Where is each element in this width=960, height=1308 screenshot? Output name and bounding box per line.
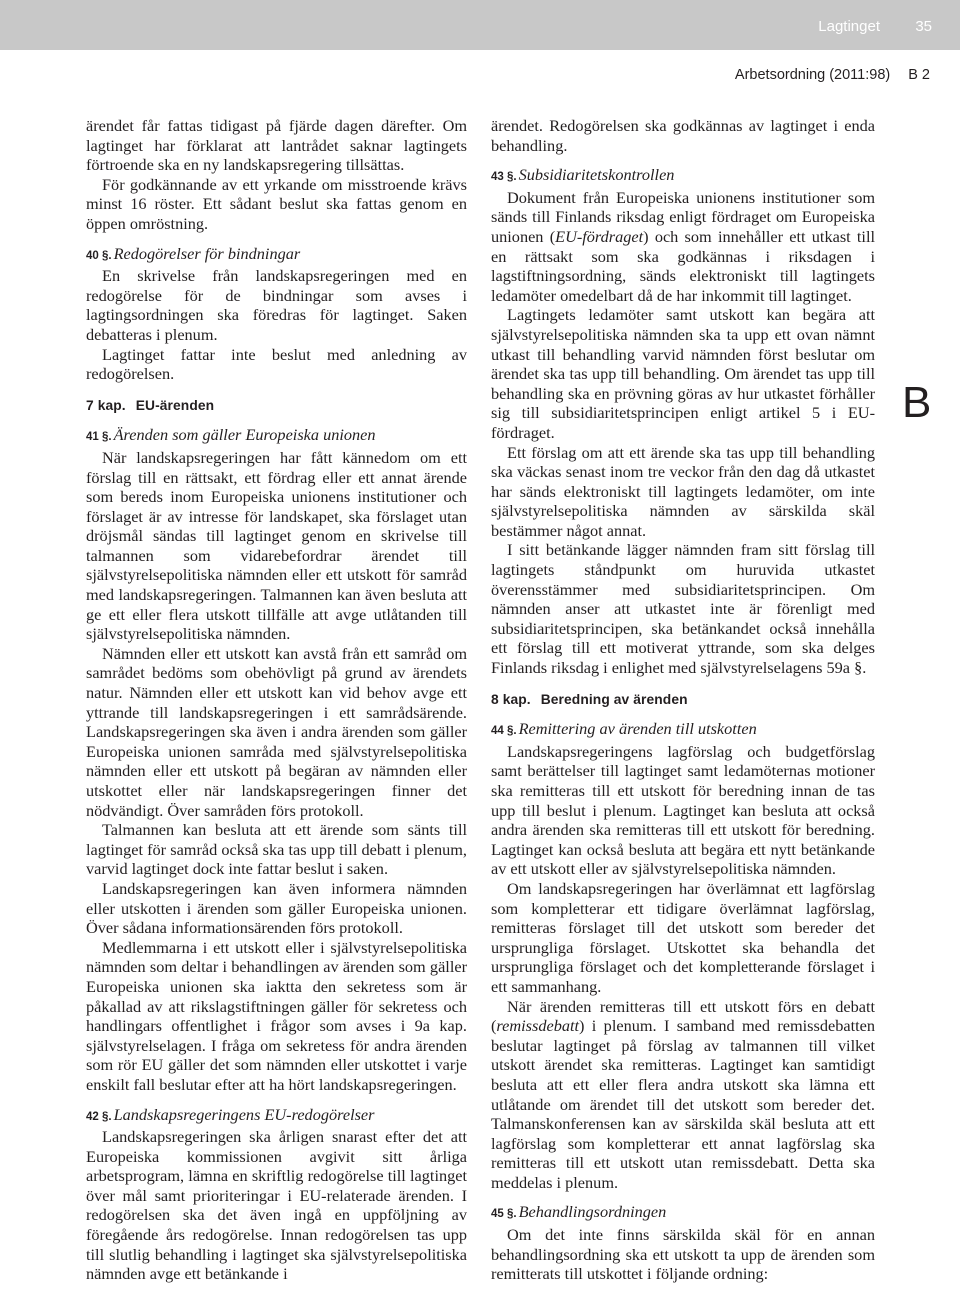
section-title: Landskapsregeringens EU-redogörelser [113,1104,375,1124]
chapter-number: 7 kap. [86,397,126,413]
section-heading-40 [86,244,467,267]
header-title: Lagtinget [818,18,880,35]
page-number: 35 [915,18,932,35]
paragraph: Ett förslag om att ett ärende ska tas upp till behandling ska väckas senast inom tre veckor från den dag då utkastet har sänds elektroniskt till lagtingets ledamöter, om inte självstyrelsepolitiska nämnden av särskilda skäl bestämmer något annat. [491,442,875,540]
section-number: 42 §. [86,1110,112,1123]
emphasis: EU-fördraget [555,226,644,246]
running-head [735,67,930,83]
paragraph: Lagtinget fattar inte beslut med anledning av redogörelsen. [86,344,467,384]
paragraph: ärendet får fattas tidigast på fjärde dagen därefter. Om lagtinget har förklarat att lantrådet saknar lagtingets förtroende ska en ny landskapsregering tillsättas. [86,116,467,175]
running-head-text: Arbetsordning (2011:98) [734,67,891,83]
text-run: ) och som innehåller ett utkast till en rättsakt som ska godkännas i riksdagen i lagstiftningsordning, sänds elektroniskt till lagtingets ledamöter omedelbart då de har inkommit till lagtinget. [491,226,876,305]
paragraph: En skrivelse från landskapsregeringen med en redogörelse för de bindningar som avses i lagtingsordningen ska föredras för lagtinget. Saken debatteras i plenum. [86,266,467,344]
paragraph: När landskapsregeringen har fått kännedom om ett förslag till en rättsakt, ett fördrag eller ett annat ärende som bereds inom Europeiska unionens institutioner och förslaget är av intresse för landskapet, ska förslaget utan dröjsmål sändas till lagtinget genom en skrivelse till talmannen som vidarebefordrar ärendet till självstyrelsepolitiska nämnden eller ett utskott för samråd med landskapsregeringen. Talmannen kan även besluta att ge ett eller flera utskott tillfälle att avge utlåtanden till självstyrelsepolitiska nämnden. [86,447,467,644]
emphasis: remissdebatt [496,1016,580,1036]
chapter-title: EU-ärenden [135,397,215,413]
section-heading-44 [491,719,875,742]
chapter-number: 8 kap. [491,691,531,707]
section-heading-45 [491,1202,875,1225]
paragraph: ärendet. Redogörelsen ska godkännas av lagtinget i enda behandling. [491,116,875,155]
section-title: Redogörelser för bindningar [113,243,301,263]
section-title: Ärenden som gäller Europeiska unionen [113,425,376,445]
page-header-bar [0,0,960,50]
chapter-title: Beredning av ärenden [540,691,688,707]
paragraph: Om det inte finns särskilda skäl för en annan behandlingsordning ska ett utskott ta upp de ärenden som remitterats till utskottet i följande ordning: [491,1225,875,1284]
section-title: Subsidiaritetskontrollen [518,165,675,185]
paragraph: För godkännande av ett yrkande om misstroende krävs minst 16 röster. Ett sådant beslut ska fattas genom en öppen omröstning. [86,174,467,233]
section-heading-43 [491,165,875,188]
paragraph: Om landskapsregeringen har överlämnat ett lagförslag som kompletterar ett tidigare överlämnat lagförslag, remitteras förslaget till det utskott som bereder det ursprungliga förslaget. Utskottet ska behandla det ursprungliga förslaget och det kompletterande förslaget i ett sammanhang. [491,878,875,996]
section-number: 41 §. [86,431,112,444]
paragraph: I sitt betänkande lägger nämnden fram sitt förslag till lagtingets ståndpunkt om huruvida utkastet överensstämmer med subsidiaritetsprincipen. Om nämnden anser att utkastet inte är förenligt med subsidiaritetsprincipen, ska betänkandet också innehålla ett förslag till ett motiverat yttrande, som ska delges Finlands riksdag i enlighet med självstyrelselagens 59a §. [491,540,875,678]
paragraph: Medlemmarna i ett utskott eller i självstyrelsepolitiska nämnden som deltar i behandlingen av ärenden som gäller Europeiska unionen ska iaktta den sekretess som är påkallad av att rikslagstiftningen gäller för sekretess och handlingars offentlighet i frågor som avses i 9a kap. självstyrelselagen. I fråga om sekretess för andra ärenden som rör EU gäller det som nämnden eller utskottet i varje enskilt fall beslutar efter att ha hört landskapsregeringen. [86,937,467,1094]
paragraph: Talmannen kan besluta att ett ärende som sänts till lagtinget för samråd också ska tas upp till debatt i plenum, varvid lagtinget dock inte fattar beslut i saken. [86,820,467,879]
section-number: 43 §. [491,171,517,184]
text-run: När ärenden remitteras till ett utskott förs en debatt ( [491,996,875,1036]
section-number: 45 §. [491,1208,517,1221]
paragraph [491,997,875,1193]
paragraph: Nämnden eller ett utskott kan avstå från ett samråd om samrådet bedöms som obehövligt på grund av ärendets natur. Nämnden eller ett utskott kan vid behov avge ett yttrande till landskapsregeringen i ett samrådsärende. Landskapsregeringen ska även i andra ärenden som gäller Europeiska unionen samråda med självstyrelsepolitiska nämnden eller ett utskott på begäran av nämnden eller utskottet eller när landskapsregeringen finner det nödvändigt. Över samråden förs protokoll. [86,643,467,820]
paragraph: Landskapsregeringen kan även informera nämnden eller utskotten i ärenden som gäller Europeiska unionen. Över sådana informationsärenden förs protokoll. [86,878,467,938]
text-run: Dokument från Europeiska unionens institutioner som sänds till Finlands riksdag enligt fördraget om Europeiska unionen ( [491,187,875,246]
section-number: 44 §. [491,725,517,738]
section-heading-42 [86,1105,467,1128]
section-number: 40 §. [86,249,112,262]
chapter-heading-8 [491,690,875,710]
section-tab-letter: B [902,378,932,427]
paragraph: Landskapsregeringen ska årligen snarast efter det att Europeiska kommissionen avgivit sitt årliga arbetsprogram, lämna en skriftlig redogörelse till lagtinget över mål samt prioriteringar i EU-relaterade ärenden. I redogörelsen ska det även ingå en uppföljning av föregående års redogörelse. Innan redogörelsen tas upp till slutlig behandling i lagtinget ska självstyrelsepolitiska nämnden avge ett betänkande i [86,1127,467,1284]
paragraph: Landskapsregeringens lagförslag och budgetförslag samt berättelser till lagtinget samt ledamöternas motioner ska remitteras till ett utskott för beredning innan de tas upp till beslut i plenum. Lagtinget kan besluta att också andra ärenden ska remitteras till ett utskott för beredning. Lagtinget kan också besluta att begära ett nytt betänkande av ett utskott eller av självstyrelsepolitiska nämnden. [491,741,875,879]
left-column [86,116,467,1284]
paragraph [491,188,875,306]
text-run: ) i plenum. I samband med remissdebatten beslutar lagtinget på förslag av talmannen till vilket utskott ärendet ska remitteras. Lagtinget kan samtidigt besluta att ett eller flera andra utskott ska lämna ett utlåtande om ärendet till det utskott som bereder det. Talmanskonferensen kan av särskilda skäl besluta att ett lagförslag som kompletterar ett annat lagförslag ska remitteras till ett utskott utan remissdebatt. Detta ska meddelas i plenum. [491,1016,875,1192]
section-code: B 2 [908,67,930,83]
right-column [491,116,875,1284]
section-title: Remittering av ärenden till utskotten [518,719,757,739]
paragraph: Lagtingets ledamöter samt utskott kan begära att självstyrelsepolitiska nämnden ska ta upp ett ovan nämnt utkast till behandling varvid nämnden först beslutar om ärendet ska tas upp till behandling. Om ärendet tas upp till behandling ska en prövning göras av hur utkastet förhåller sig till subsidiaritetsprincipen enligt artikel 5 i EU-fördraget. [491,305,875,442]
section-heading-41 [86,425,467,448]
section-title: Behandlingsordningen [518,1202,667,1222]
chapter-heading-7 [86,396,467,416]
